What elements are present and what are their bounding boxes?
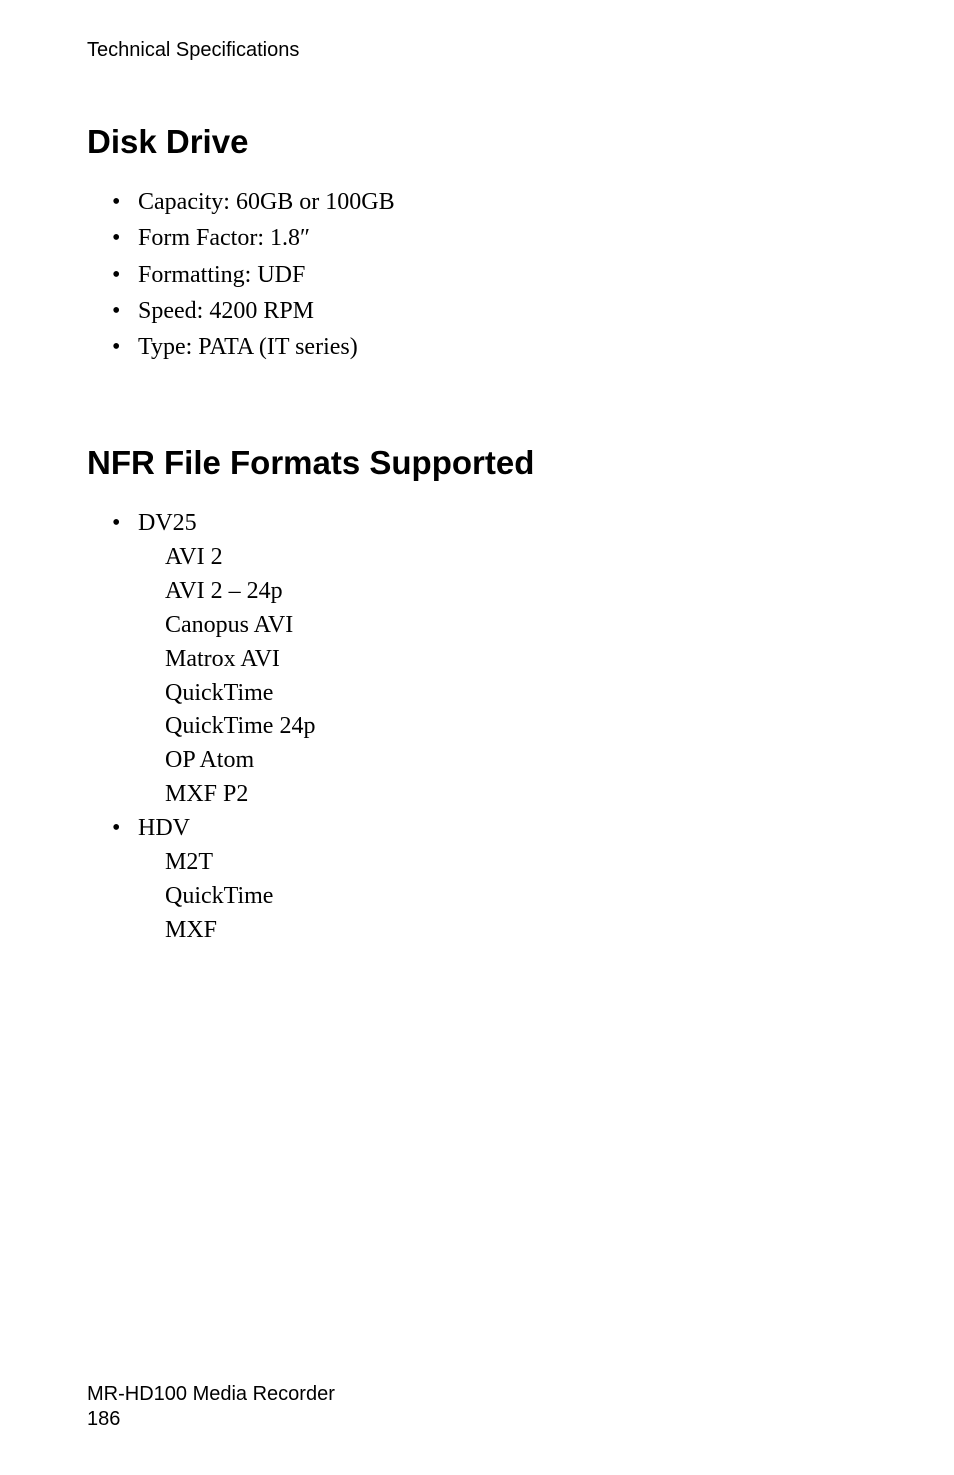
spec-form-factor: Form Factor: 1.8″ — [138, 225, 310, 252]
list-item: Canopus AVI — [165, 611, 294, 638]
format-group-name: HDV — [138, 815, 190, 842]
disk-drive-heading: Disk Drive — [87, 123, 249, 160]
bullet-icon: • — [112, 815, 121, 842]
spec-speed: Speed: 4200 RPM — [138, 297, 315, 324]
format-group-name: DV25 — [138, 510, 197, 536]
list-item: OP Atom — [165, 747, 255, 774]
format-group-dv25 — [112, 506, 315, 811]
list-item — [112, 329, 395, 365]
list-item: AVI 2 — [165, 544, 223, 570]
list-item: QuickTime — [165, 883, 274, 910]
list-item: MXF P2 — [165, 781, 249, 808]
list-item: QuickTime — [165, 679, 274, 706]
bullet-icon: • — [112, 225, 121, 252]
spec-type: Type: PATA (IT series) — [138, 334, 358, 361]
list-item — [112, 257, 395, 293]
list-item: MXF — [165, 916, 218, 943]
format-sublist — [138, 845, 315, 947]
format-sublist — [138, 540, 315, 811]
bullet-icon: • — [112, 510, 121, 536]
spec-formatting: Formatting: UDF — [138, 261, 306, 288]
page-footer — [87, 1382, 335, 1432]
list-item: M2T — [165, 849, 213, 876]
bullet-icon: • — [112, 334, 121, 361]
page-number: 186 — [87, 1408, 121, 1430]
list-item — [112, 220, 395, 256]
bullet-icon: • — [112, 261, 121, 288]
format-group-hdv — [112, 811, 315, 947]
spec-capacity: Capacity: 60GB or 100GB — [138, 189, 395, 215]
running-header: Technical Specifications — [87, 39, 300, 61]
list-item: Matrox AVI — [165, 645, 280, 672]
bullet-icon: • — [112, 189, 121, 215]
list-item — [112, 184, 395, 220]
list-item: QuickTime 24p — [165, 713, 316, 740]
nfr-formats-list — [112, 506, 315, 947]
list-item: AVI 2 – 24p — [165, 577, 283, 604]
nfr-formats-heading: NFR File Formats Supported — [87, 444, 535, 481]
disk-drive-spec-list — [112, 184, 395, 365]
list-item — [112, 293, 395, 329]
bullet-icon: • — [112, 297, 121, 324]
footer-product-name: MR-HD100 Media Recorder — [87, 1383, 335, 1405]
